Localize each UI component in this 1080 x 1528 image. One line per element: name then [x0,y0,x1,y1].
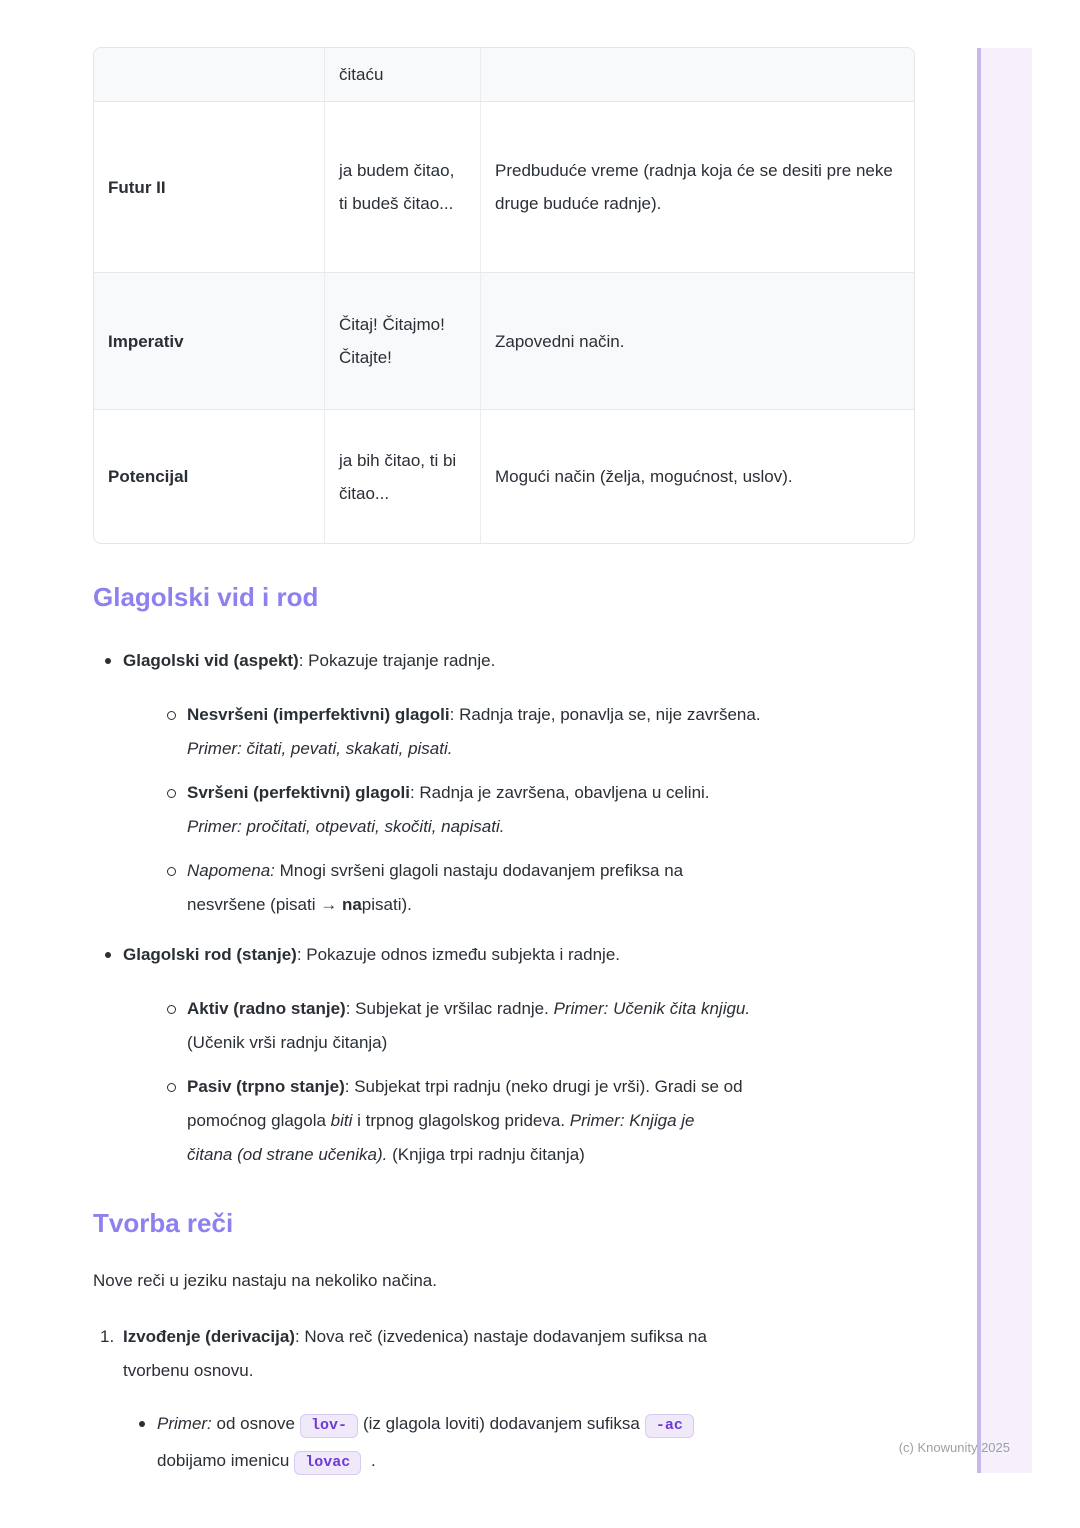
copyright-watermark: (c) Knowunity 2025 [898,1440,1010,1455]
list-item [157,1070,1080,1172]
page-margin-strip [977,48,1032,1473]
rod-sublist [157,992,1080,1172]
tense-name-cell: Imperativ [94,272,324,409]
bullet-icon [105,658,111,664]
section-title-glagolski-vid-i-rod: Glagolski vid i rod [93,582,319,612]
list-item [157,698,1080,766]
list-number: 1. [100,1327,115,1346]
tense-name-cell [94,48,324,101]
list-item [157,854,1080,922]
circle-bullet-icon [167,789,176,798]
circle-bullet-icon [167,711,176,720]
numbered-list-item [93,1320,883,1388]
tense-description-cell: Zapovedni način. [480,272,914,409]
table-row [94,409,914,543]
list-item-text: Izvođenje (derivacija): Nova reč (izvedenica) nastaje dodavanjem sufiksa na tvorbenu osnovu. [123,1327,707,1380]
table-row [94,272,914,409]
list-item-text: Glagolski vid (aspekt): Pokazuje trajanje radnje. [123,651,496,670]
list-item [157,992,1080,1060]
circle-bullet-icon [167,1005,176,1014]
circle-bullet-icon [167,1083,176,1092]
tense-forms-cell: ja bih čitao, ti bi čitao... [324,409,480,543]
list-item-text: Napomena: Mnogi svršeni glagoli nastaju dodavanjem prefiksa na nesvršene (pisati → napisati). [187,861,684,914]
bullet-icon [105,952,111,958]
table-row [94,101,914,272]
tense-name-cell: Potencijal [94,409,324,543]
circle-bullet-icon [167,867,176,876]
vid-rod-list [93,644,1080,1172]
list-item [93,938,1080,1172]
tense-description-cell: Mogući način (želja, mogućnost, uslov). [480,409,914,543]
tense-description-cell [480,48,914,101]
list-item-text: Aktiv (radno stanje): Subjekat je vršilac radnje. Primer: Učenik čita knjigu. (Učenik vrši radnju čitanja) [187,999,751,1052]
table-row [94,48,914,101]
tense-forms-cell: Čitaj! Čitajmo! Čitajte! [324,272,480,409]
section-intro-text: Nove reči u jeziku nastaju na nekoliko načina. [93,1271,437,1290]
tense-name-cell: Futur II [94,101,324,272]
bullet-icon [139,1421,145,1427]
tense-forms-cell: čitaću [324,48,480,101]
tense-forms-cell: ja budem čitao, ti budeš čitao... [324,101,480,272]
tense-description-cell: Predbuduće vreme (radnja koja će se desiti pre neke druge buduće radnje). [480,101,914,272]
list-item-text: Nesvršeni (imperfektivni) glagoli: Radnja traje, ponavlja se, nije završena. Primer: čitati, pevati, skakati, pisati. [187,705,761,758]
verb-tenses-table [93,47,915,544]
list-item [93,644,1080,922]
list-item [157,776,1080,844]
list-item-text: Glagolski rod (stanje): Pokazuje odnos između subjekta i radnje. [123,945,621,964]
list-item-text: Svršeni (perfektivni) glagoli: Radnja je završena, obavljena u celini. Primer: pročitati, otpevati, skočiti, napisati. [187,783,710,836]
list-item-text: Primer: od osnove lov- (iz glagola loviti) dodavanjem sufiksa -ac dobijamo imenicu lovac . [157,1406,917,1480]
section-title-tvorba-reci: Tvorba reči [93,1208,234,1238]
vid-sublist [157,698,1080,922]
list-item-text: Pasiv (trpno stanje): Subjekat trpi radnju (neko drugi je vrši). Gradi se od pomoćnog glagola biti i trpnog glagolskog prideva. Primer: Knjiga je čitana (od strane učenika). (Knjiga trpi radnju čitanja) [187,1077,743,1164]
